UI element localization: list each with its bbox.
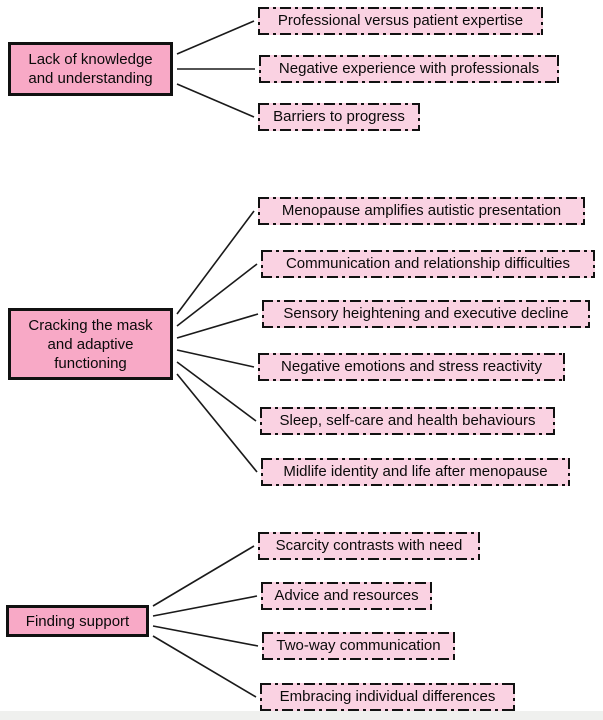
subtheme-label: Scarcity contrasts with need	[275, 537, 463, 554]
subtheme-label: Barriers to progress	[273, 108, 405, 125]
theme-label: Lack of knowledge and understanding	[28, 51, 153, 87]
subtheme-label: Negative emotions and stress reactivity	[281, 358, 542, 375]
page-background-band	[0, 711, 603, 720]
subtheme-label: Professional versus patient expertise	[277, 12, 524, 29]
subtheme-box-menopause-amplifies-autistic-presentation	[258, 197, 585, 225]
subtheme-box-negative-emotions-and-stress-reactivity	[258, 353, 565, 381]
subtheme-box-embracing-individual-differences	[260, 683, 515, 711]
subtheme-box-scarcity-contrasts-with-need	[258, 532, 480, 560]
subtheme-label: Two-way communication	[276, 637, 441, 654]
subtheme-label: Negative experience with professionals	[278, 60, 540, 77]
subtheme-label: Communication and relationship difficulties	[285, 255, 571, 272]
subtheme-label: Midlife identity and life after menopause	[283, 463, 548, 480]
subtheme-label: Sleep, self-care and health behaviours	[279, 412, 536, 429]
theme-box-lack-of-knowledge	[8, 42, 173, 96]
subtheme-label: Menopause amplifies autistic presentation	[281, 202, 562, 219]
subtheme-label: Advice and resources	[274, 587, 419, 604]
subtheme-box-professional-vs-patient-expertise	[258, 7, 543, 35]
subtheme-box-negative-experience-with-professionals	[259, 55, 559, 83]
subtheme-box-communication-and-relationship-difficulties	[261, 250, 595, 278]
subtheme-box-barriers-to-progress	[258, 103, 420, 131]
subtheme-box-sleep-self-care-and-health-behaviours	[260, 407, 555, 435]
subtheme-label: Sensory heightening and executive decline	[283, 305, 569, 322]
subtheme-label: Embracing individual differences	[279, 688, 496, 705]
subtheme-box-midlife-identity-and-life-after-menopause	[261, 458, 570, 486]
theme-box-cracking-the-mask	[8, 308, 173, 380]
subtheme-box-advice-and-resources	[261, 582, 432, 610]
theme-label: Finding support	[25, 612, 130, 630]
theme-label: Cracking the mask and adaptive functioning	[28, 316, 153, 372]
subtheme-box-sensory-heightening-and-executive-decline	[262, 300, 590, 328]
subtheme-box-two-way-communication	[262, 632, 455, 660]
theme-box-finding-support	[6, 605, 149, 637]
